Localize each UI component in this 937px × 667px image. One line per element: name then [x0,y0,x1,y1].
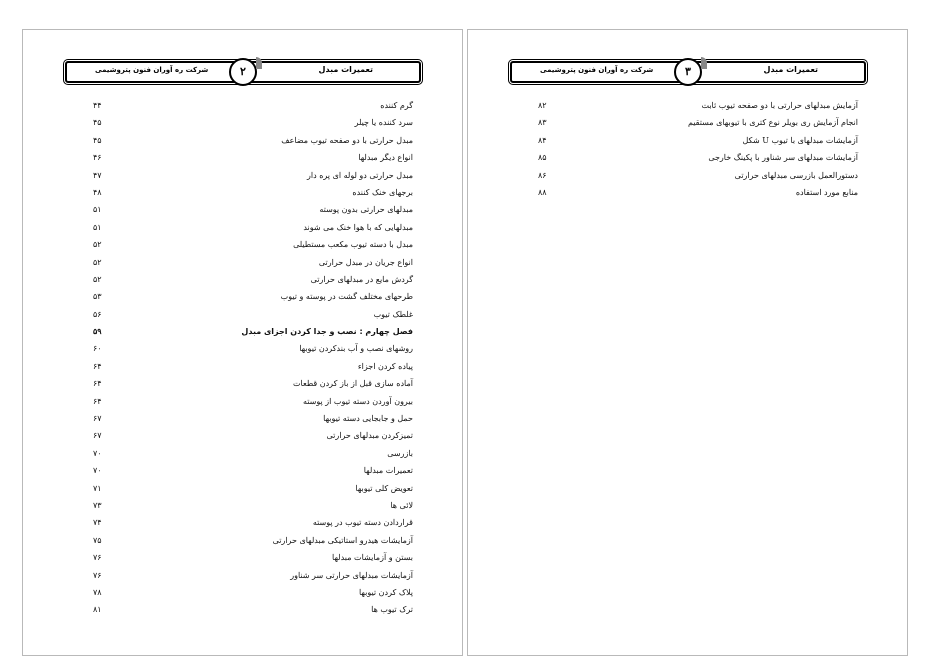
toc-entry [93,497,413,514]
page-header [65,61,421,83]
toc-entry [538,184,858,201]
toc-entry [93,532,413,549]
toc-entry-page: ۴۷ [93,170,102,180]
toc-entry-title: آزمایشات مبدلهای حرارتی سر شناور [290,570,413,580]
toc-entry-title: آزمایش مبدلهای حرارتی با دو صفحه تیوب ثابت [701,101,858,110]
toc-entry-page: ۵۲ [93,240,102,250]
toc-entry-page: ۶۴ [93,361,102,371]
header-title: تعمیرات مبدل [763,65,818,74]
toc-entry-page: ۸۲ [538,101,547,110]
toc-entry-title: بیرون آوردن دسته تیوب از پوسته [302,396,413,406]
toc-entry-title: لائی ها [390,500,413,510]
toc-entry-title: مبدل با دسته تیوب مکعب مستطیلی [293,240,413,250]
toc-entry [93,427,413,444]
toc-entry-page: ۴۴ [93,101,102,110]
toc-entry-page: ۶۷ [93,431,102,441]
toc-entry [93,549,413,566]
toc-entry-page: ۵۲ [93,257,102,267]
toc-entry [93,184,413,201]
toc-entry [93,288,413,305]
toc-entry-title: پیاده کردن اجزاء [357,361,413,371]
toc-entry [93,445,413,462]
page-right [467,29,908,656]
toc-entry-title: سرد کننده یا چیلر [354,118,413,128]
toc-entry-page: ۶۴ [93,379,102,389]
toc-entry-page: ۷۴ [93,518,102,528]
page-number-badge: ۲ [229,58,257,86]
toc-entry-title: تمیزکردن مبدلهای حرارتی [326,431,413,441]
toc-entry-title: ترک تیوب ها [371,605,413,615]
toc-entry [93,567,413,584]
toc-entry-page: ۵۲ [93,274,102,284]
toc-entry-title: پلاک کردن تیوبها [358,587,413,597]
toc-entry [538,97,858,114]
toc-entry [93,480,413,497]
page-number-badge: ۳ [674,58,702,86]
toc-entry-title: مبدل حرارتی با دو صفحه تیوب مضاعف [281,135,413,145]
toc-entry-title: طرحهای مختلف گشت در پوسته و تیوب [280,292,413,302]
toc-entry-title: روشهای نصب و آب بندکردن تیوبها [299,344,413,354]
toc-entry [93,236,413,253]
toc-entry-page: ۴۵ [93,118,102,128]
toc-list [538,97,858,201]
toc-entry [93,149,413,166]
toc-entry-title: آماده سازی قبل از باز کردن قطعات [292,379,413,389]
header-company: شرکت ره آوران فنون پتروشیمی [95,66,209,74]
toc-entry-title: مبدلهای حرارتی بدون پوسته [319,205,413,215]
toc-entry-title: انواع دیگر مبدلها [358,153,413,163]
toc-entry [93,323,413,340]
toc-entry-page: ۵۱ [93,222,102,232]
toc-entry-title: گردش مایع در مبدلهای حرارتی [310,274,413,284]
toc-entry-title: مبدل حرارتی دو لوله ای پره دار [307,170,413,180]
toc-entry [538,149,858,166]
toc-entry-page: ۸۳ [538,118,547,128]
toc-entry [538,132,858,149]
toc-entry-title: تعویض کلی تیوبها [355,483,413,493]
toc-entry [538,114,858,131]
toc-entry-title: گرم کننده [380,101,413,110]
toc-entry-page: ۷۱ [93,483,102,493]
toc-entry-page: ۵۱ [93,205,102,215]
toc-list [93,97,413,619]
toc-entry-title: آزمایشات مبدلهای با تیوب U شکل [742,135,858,145]
toc-entry-title: آزمایشات هیدرو استاتیکی مبدلهای حرارتی [272,535,413,545]
toc-entry [93,375,413,392]
toc-entry-page: ۸۸ [538,187,547,197]
toc-entry-page: ۷۰ [93,466,102,476]
toc-entry [93,114,413,131]
toc-entry-title: مبدلهایی که با هوا خنک می شوند [303,222,413,232]
toc-entry-title: انجام آزمایش ری بویلر نوع کتری با تیوبهای مستقیم [687,118,858,128]
toc-entry-title: آزمایشات مبدلهای سر شناور با پکینگ خارجی [708,153,858,163]
toc-entry-title: قراردادن دسته تیوب در پوسته [312,518,413,528]
toc-entry-title: منابع مورد استفاده [795,187,858,197]
toc-entry-page: ۶۴ [93,396,102,406]
toc-entry-title: فصل چهارم : نصب و جدا کردن اجزای مبدل [241,327,413,337]
toc-entry-page: ۵۳ [93,292,102,302]
toc-entry-page: ۴۵ [93,135,102,145]
toc-entry-page: ۸۴ [538,135,547,145]
toc-entry-page: ۶۷ [93,414,102,424]
toc-entry [93,254,413,271]
toc-entry-page: ۷۶ [93,570,102,580]
toc-entry [93,201,413,218]
toc-entry [93,584,413,601]
toc-entry-page: ۷۰ [93,448,102,458]
toc-entry [538,167,858,184]
toc-entry-title: غلطک تیوب [373,309,413,319]
toc-entry-page: ۷۸ [93,587,102,597]
toc-entry-title: تعمیرات مبدلها [363,466,413,476]
toc-entry [93,601,413,618]
toc-entry-page: ۷۵ [93,535,102,545]
toc-entry [93,462,413,479]
toc-entry [93,514,413,531]
toc-entry-page: ۸۱ [93,605,102,615]
toc-entry [93,393,413,410]
toc-entry [93,219,413,236]
toc-entry [93,271,413,288]
toc-entry-title: دستورالعمل بازرسی مبدلهای حرارتی [734,170,858,180]
toc-entry-page: ۷۳ [93,500,102,510]
toc-entry-page: ۸۶ [538,170,547,180]
toc-entry-title: بستن و آزمایشات مبدلها [332,553,413,563]
toc-entry [93,306,413,323]
toc-entry-title: حمل و جابجایی دسته تیوبها [323,414,413,424]
toc-entry [93,410,413,427]
toc-entry-page: ۵۶ [93,309,102,319]
toc-entry-page: ۸۵ [538,153,547,163]
toc-entry-page: ۶۰ [93,344,102,354]
toc-entry-title: انواع جریان در مبدل حرارتی [318,257,413,267]
toc-entry-page: ۴۸ [93,187,102,197]
header-title: تعمیرات مبدل [318,65,373,74]
toc-entry-title: برجهای خنک کننده [352,187,413,197]
header-company: شرکت ره آوران فنون پتروشیمی [540,66,654,74]
toc-entry [93,167,413,184]
toc-entry-page: ۵۹ [93,326,102,337]
toc-entry [93,132,413,149]
toc-entry-page: ۴۶ [93,153,102,163]
toc-entry [93,358,413,375]
toc-entry [93,97,413,114]
toc-entry [93,340,413,357]
toc-entry-title: بازرسی [387,448,413,458]
page-header [510,61,866,83]
page-left [22,29,463,656]
toc-entry-page: ۷۶ [93,553,102,563]
